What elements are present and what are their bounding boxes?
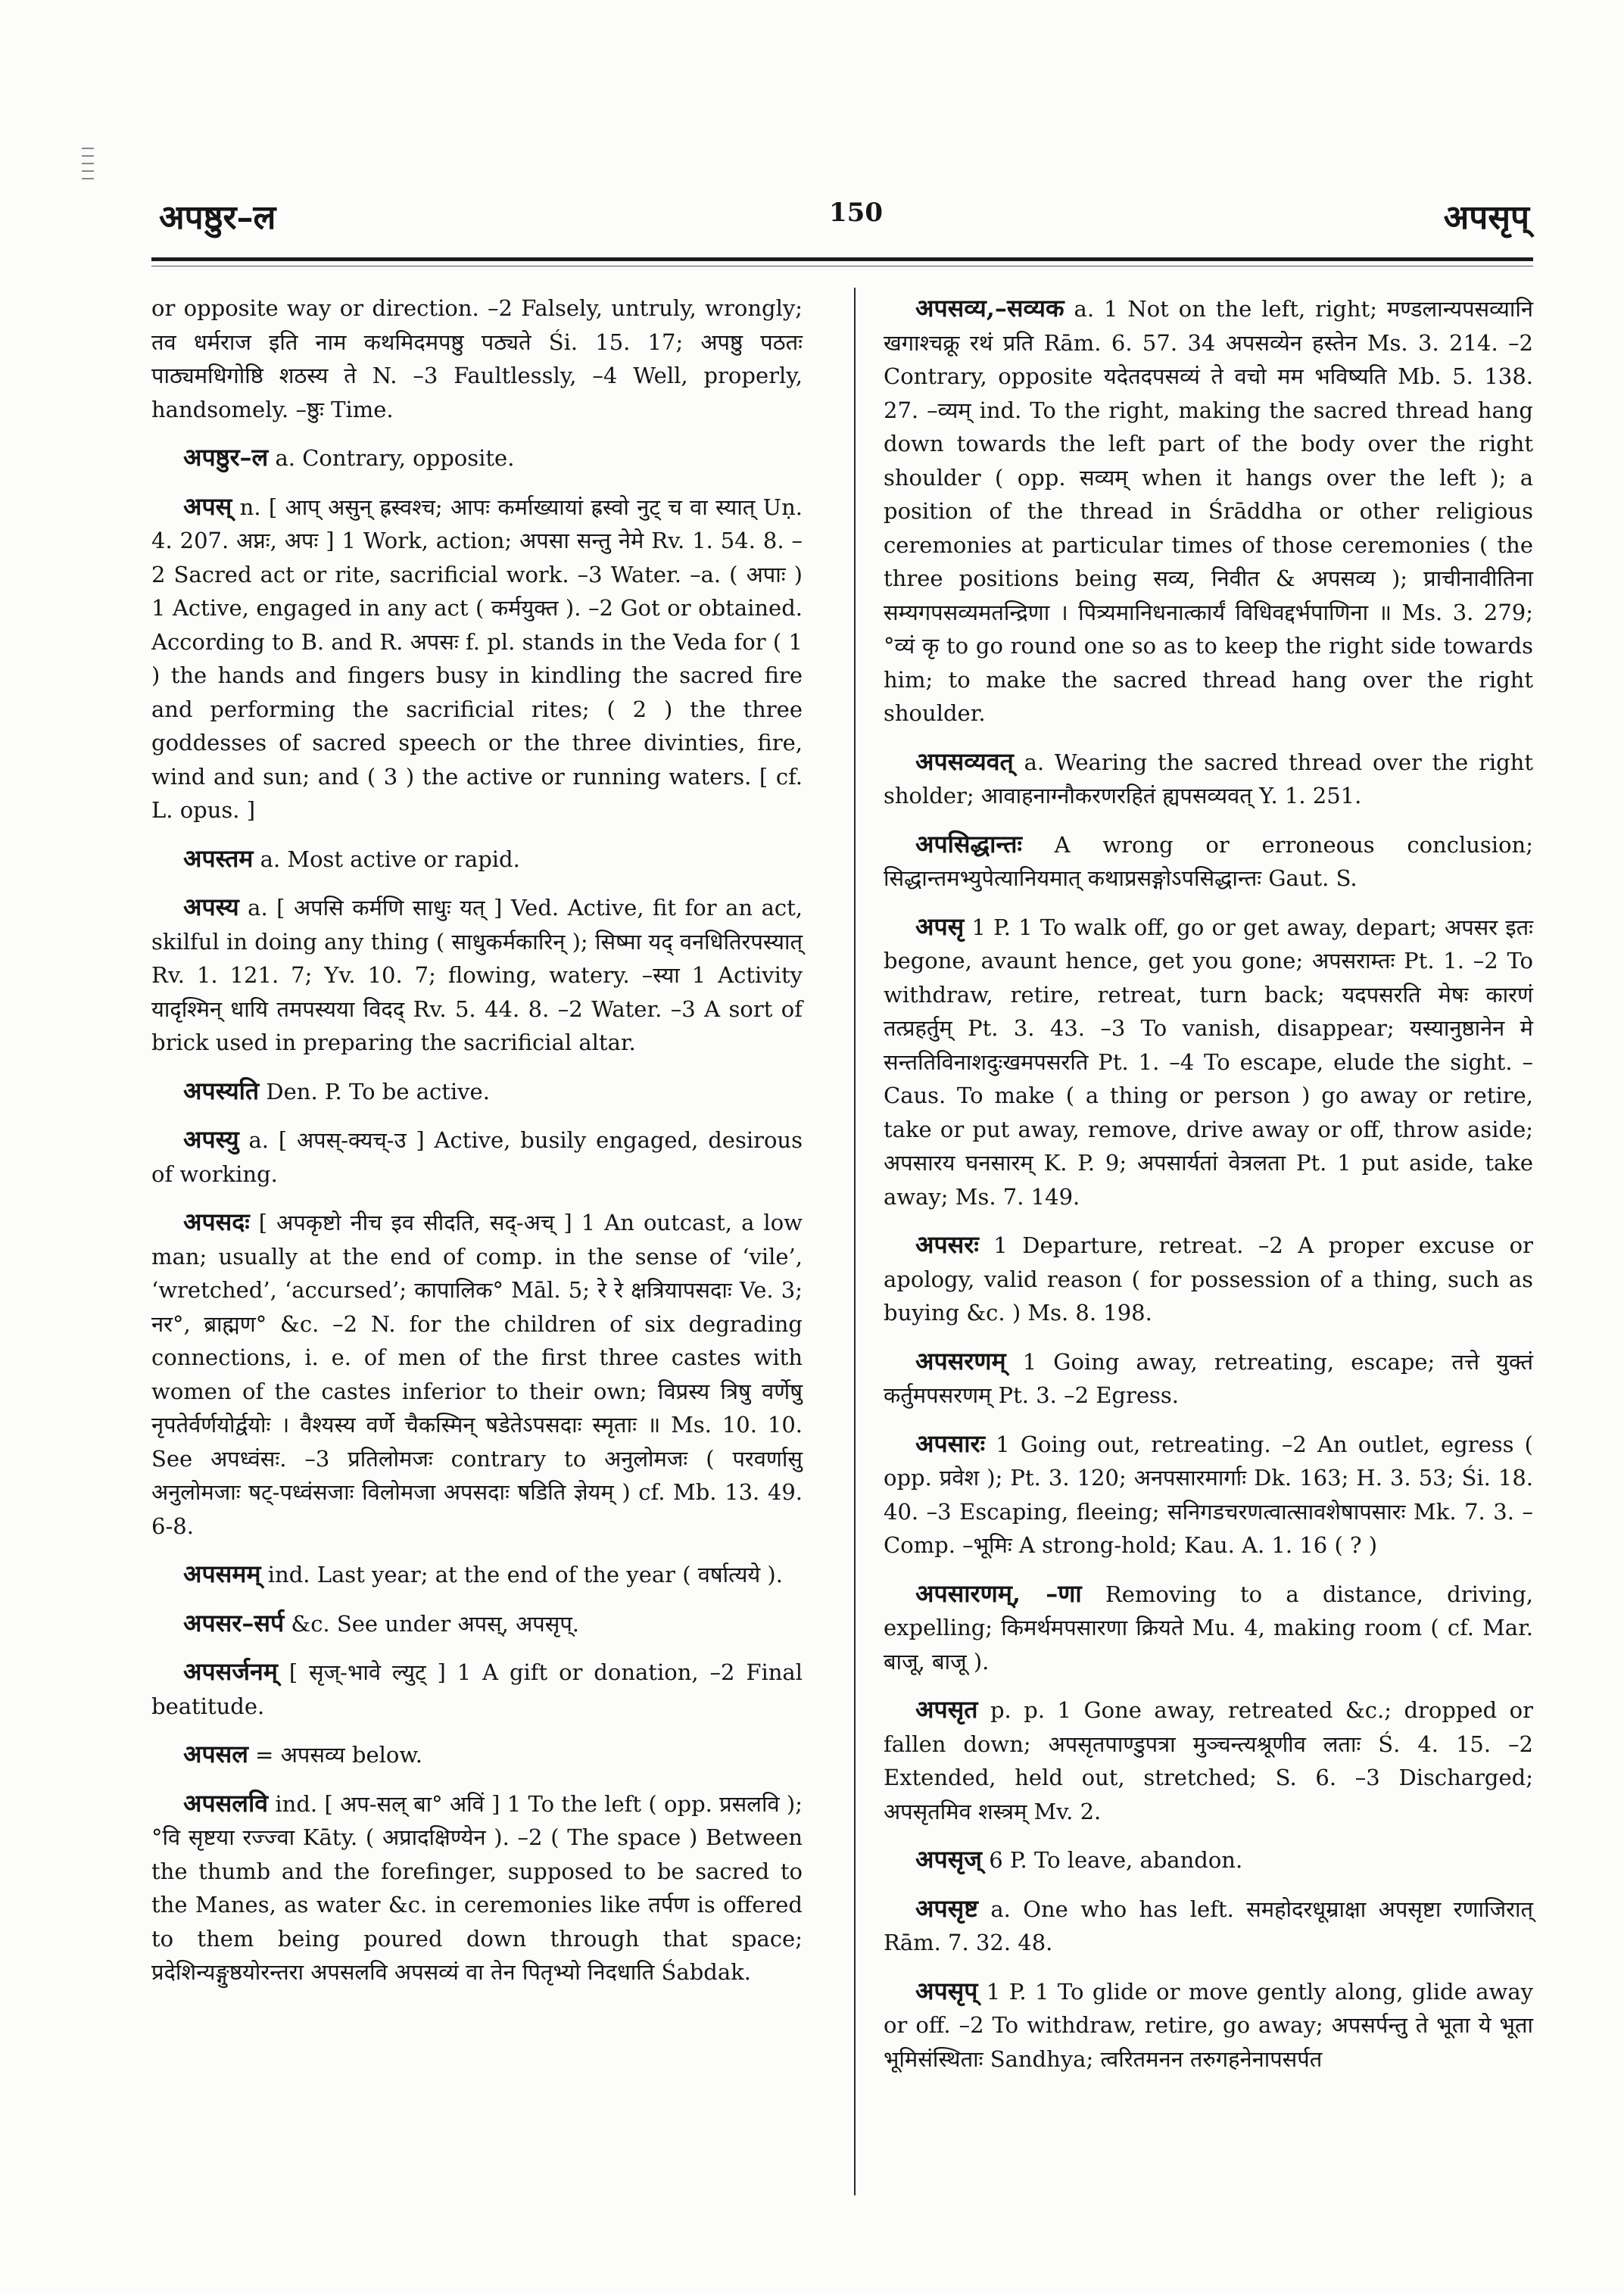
entry-headword: अपस्यु <box>183 1125 239 1154</box>
left-running-headword: अपष्ठुर–ल <box>159 198 276 237</box>
dictionary-entry <box>884 827 1533 896</box>
right-running-headword: अपसृप् <box>1443 198 1529 237</box>
entry-headword: अपसृत <box>915 1695 978 1724</box>
dictionary-entry <box>151 441 803 475</box>
right-column <box>884 291 1533 2090</box>
entry-text: 1 P. 1 To walk off, go or get away, depart; अपसर इतः begone, avaunt hence, get you gone; अपसराम्तः Pt. 1. –2 To withdraw, retire, retreat, turn back; यदपसरति मेषः कारणं तत्प्रहर्तुम् Pt. 3. 43. –3 To vanish, disappear; यस्यानुष्ठानेन मे सन्ततिविनाशदुःखमपसरति Pt. 1. –4 To escape, elude the sight. –Caus. To make ( a thing or person ) go away or retire, take or put away, remove, drive away or off, throw aside; अपसारय घनसारम् K. P. 9; अपसार्यतां वेत्रलता Pt. 1 put aside, take away; Ms. 7. 149. <box>884 914 1533 1210</box>
dictionary-entry <box>151 291 803 426</box>
dictionary-entry <box>884 1577 1533 1679</box>
entry-text: a. Contrary, opposite. <box>268 445 515 471</box>
header-rule <box>151 257 1533 261</box>
entry-text: ind. [ अप-सल् बा° अविं ] 1 To the left ( opp. प्रसलवि ); °वि सृष्टया रज्ज्वा Kāty. ( अप्रादक्षिण्येन ). –2 ( The space ) Between the thumb and the forefinger, supposed to be sacred to the Manes, as water &c. in ceremonies like तर्पण is offered to them being poured down through that space; प्रदेशिन्यङ्गुष्ठयोरन्तरा अपसलवि अपसव्यं वा तेन पितृभ्यो निदधाति Śabdak. <box>151 1790 803 1985</box>
dictionary-entry <box>884 1344 1533 1413</box>
dictionary-entry <box>151 1074 803 1109</box>
dictionary-entry <box>884 1228 1533 1330</box>
entry-text: p. p. 1 Gone away, retreated &c.; dropped or fallen down; अपसृतपाण्डुपत्रा मुञ्चन्त्यश्रूणीव लताः Ś. 4. 15. –2 Extended, held out, stretched; S. 6. –3 Discharged; अपसृतमिव शस्त्रम् Mv. 2. <box>884 1697 1533 1824</box>
entry-headword: अपसदः <box>183 1207 250 1236</box>
dictionary-entry <box>151 1606 803 1641</box>
entry-headword: अपसृ <box>915 911 965 941</box>
entry-text: 6 P. To leave, abandon. <box>982 1847 1243 1873</box>
entry-text: 1 Going away, retreating, escape; तत्ते युक्तं कर्तुमपसरणम् Pt. 3. –2 Egress. <box>884 1348 1533 1408</box>
entry-headword: अपसरणम् <box>915 1346 1006 1375</box>
dictionary-entry <box>151 1737 803 1772</box>
entry-headword: अपसव्य,–सव्यक <box>915 294 1064 322</box>
dictionary-entry <box>151 490 803 827</box>
entry-headword: अपसव्यवत् <box>915 746 1014 776</box>
entry-text: 1 P. 1 To glide or move gently along, glide away or off. –2 To withdraw, retire, go away; अपसर्पन्तु ते भूता ये भूता भूमिसंस्थिताः Sandhya; त्वरितमनन तरुगहनेनापसर्पत <box>884 1978 1533 2072</box>
dictionary-entry <box>884 1892 1533 1960</box>
entry-headword: अपसरः <box>915 1230 979 1259</box>
dictionary-entry <box>151 1123 803 1191</box>
entry-text: 1 Departure, retreat. –2 A proper excuse or apology, valid reason ( for possession of a thing, such as buying &c. ) Ms. 8. 198. <box>884 1232 1533 1326</box>
entry-text: Den. P. To be active. <box>259 1078 490 1104</box>
entry-text: a. [ अपसि कर्मणि साधुः यत् ] Ved. Active, fit for an act, skilful in doing any thing ( साधुकर्मकारिन् ); सिष्मा यद् वनधितिरपस्यात् Rv. 1. 121. 7; Yv. 10. 7; flowing, watery. –स्या 1 Activity यादृश्मिन् धायि तमपस्यया विदद् Rv. 5. 44. 8. –2 Water. –3 A sort of brick used in preparing the sacrificial altar. <box>151 895 803 1055</box>
dictionary-entry <box>151 1557 803 1592</box>
entry-headword: अपसृज् <box>915 1845 983 1874</box>
left-column <box>151 291 803 2004</box>
entry-text: a. 1 Not on the left, right; मण्डलान्यपसव्यानि खगाश्चक्रू रथं प्रति Rām. 6. 57. 34 अपसव्येन हस्तेन Ms. 3. 214. –2 Contrary, opposite यदेतदपसव्यं ते वचो मम भविष्यति Mb. 5. 138. 27. –व्यम् ind. To the right, making the sacred thread hang down towards the left part of the body over the right shoulder ( opp. सव्यम् when it hangs over the left ); a position of the thread in Śrāddha or other religious ceremonies at particular times of those ceremonies ( the three positions being सव्य, निवीत & अपसव्य ); प्राचीनावीतिना सम्यगपसव्यमतन्द्रिणा । पित्र्यमानिधनात्कार्यं विधिवद्दर्भपाणिना ॥ Ms. 3. 279; °व्यं कृ to go round one so as to keep the right side towards him; to make the sacred thread hang over the right shoulder. <box>884 296 1533 726</box>
column-divider <box>854 288 856 2195</box>
entry-headword: अपसारः <box>915 1428 986 1458</box>
dictionary-entry <box>884 291 1533 731</box>
entry-headword: अपस् <box>183 491 232 521</box>
page-number: 150 <box>829 198 883 228</box>
dictionary-entry <box>151 1655 803 1723</box>
entry-headword: अपसल <box>183 1740 248 1768</box>
entry-text: [ अपकृष्टो नीच इव सीदति, सद्-अच् ] 1 An outcast, a low man; usually at the end of comp. in the sense of ‘vile’, ‘wretched’, ‘accursed’; कापालिक° Māl. 5; रे रे क्षत्रियापसदाः Ve. 3; नर°, ब्राह्मण° &c. –2 N. for the children of six degrading connections, i. e. of men of the first three castes with women of the castes inferior to their own; विप्रस्य त्रिषु वर्णेषु नृपतेर्वर्णयोर्द्वयोः । वैश्यस्य वर्णे चैकस्मिन् षडेतेऽपसदाः स्मृताः ॥ Ms. 10. 10. See अपध्वंसः. –3 प्रतिलोमजः contrary to अनुलोमजः ( परवर्णासु अनुलोमजाः षट्-पध्वंसजाः विलोमजा अपसदाः षडिति ज्ञेयम् ) cf. Mb. 13. 49. 6-8. <box>151 1210 803 1539</box>
entry-headword: अपष्ठुर–ल <box>183 443 269 472</box>
entry-text: 1 Going out, retreating. –2 An outlet, egress ( opp. प्रवेश ); Pt. 3. 120; अनपसारमार्गाः Dk. 163; H. 3. 53; Śi. 18. 40. –3 Escaping, fleeing; सनिगडचरणत्वात्सावशेषापसारः Mk. 7. 3. –Comp. –भूमिः A strong-hold; Kau. A. 1. 16 ( ? ) <box>884 1431 1533 1558</box>
dictionary-entry <box>151 842 803 877</box>
entry-headword: अपस्य <box>183 893 239 921</box>
entry-text: &c. See under अपस्, अपसृप्. <box>284 1610 580 1637</box>
dictionary-entry <box>884 1974 1533 2076</box>
entry-text: Removing to a distance, driving, expelling; किमर्थमपसारणा क्रियते Mu. 4, making room ( cf. Mar. बाजू, बाजू ). <box>884 1581 1533 1675</box>
dictionary-entry <box>884 745 1533 813</box>
dictionary-entry <box>151 890 803 1060</box>
entry-headword: अपसर–सर्प <box>183 1608 285 1637</box>
entry-text: A wrong or erroneous conclusion; सिद्धान्तमभ्युपेत्यानियमात् कथाप्रसङ्गोऽपसिद्धान्तः Gaut. S. <box>884 831 1533 891</box>
entry-headword: अपसमम् <box>183 1559 261 1588</box>
entry-headword: अपसारणम्, –णा <box>915 1578 1082 1608</box>
entry-text: [ सृज्-भावे ल्युट् ] 1 A gift or donation, –2 Final beatitude. <box>151 1659 803 1719</box>
entry-headword: अपसृष्ट <box>915 1893 978 1923</box>
dictionary-entry <box>884 1843 1533 1877</box>
entry-text: a. Wearing the sacred thread over the right sholder; आवाहनाग्नौकरणरहितं ह्यपसव्यवत् Y. 1. 251. <box>884 749 1533 808</box>
entry-headword: अपसृप् <box>915 1976 978 2005</box>
entry-text: a. [ अपस्-क्यच्-उ ] Active, busily engaged, desirous of working. <box>151 1127 803 1187</box>
entry-headword: अपस्तम <box>183 843 254 873</box>
entry-text: ind. Last year; at the end of the year ( वर्षात्यये ). <box>260 1562 783 1587</box>
entry-text: or opposite way or direction. –2 Falsely, untruly, wrongly; तव धर्मराज इति नाम कथमिदमपष्ठु पठ्यते Śi. 15. 17; अपष्ठु पठतः पाठ्यमधिगोष्ठि शठस्य ते N. –3 Faultlessly, –4 Well, properly, handsomely. –ष्ठुः Time. <box>151 295 803 422</box>
entry-headword: अपसिद्धान्तः <box>915 829 1022 858</box>
dictionary-entry <box>151 1205 803 1543</box>
entry-headword: अपस्यति <box>183 1076 260 1105</box>
margin-marks <box>82 148 94 185</box>
entry-headword: अपसर्जनम् <box>183 1657 278 1686</box>
page-header <box>159 193 1529 246</box>
dictionary-entry <box>151 1787 803 1989</box>
dictionary-entry <box>884 1427 1533 1562</box>
entry-text: a. One who has left. समहोदरधूम्राक्षा अपसृष्टा रणाजिरात् Rām. 7. 32. 48. <box>884 1896 1533 1955</box>
dictionary-entry <box>884 910 1533 1214</box>
entry-headword: अपसलवि <box>183 1788 269 1818</box>
entry-text: a. Most active or rapid. <box>253 846 520 872</box>
entry-text: n. [ आप् असुन् ह्रस्वश्च; आपः कर्माख्यायां ह्रस्वो नुट् च वा स्यात् Uṇ. 4. 207. अप्नः, अपः ] 1 Work, action; अपसा सन्तु नेमे Rv. 1. 54. 8. –2 Sacred act or rite, sacrificial work. –3 Water. –a. ( अपाः ) 1 Active, engaged in any act ( कर्मयुक्त ). –2 Got or obtained. According to B. and R. अपसः f. pl. stands in the Veda for ( 1 ) the hands and fingers busy in kindling the sacred fire and performing the sacrificial rites; ( 2 ) the three goddesses of sacred speech or the three divinties, fire, wind and sun; and ( 3 ) the active or running waters. [ cf. L. opus. ] <box>151 494 803 823</box>
dictionary-entry <box>884 1693 1533 1828</box>
entry-text: = अपसव्य below. <box>248 1742 422 1768</box>
